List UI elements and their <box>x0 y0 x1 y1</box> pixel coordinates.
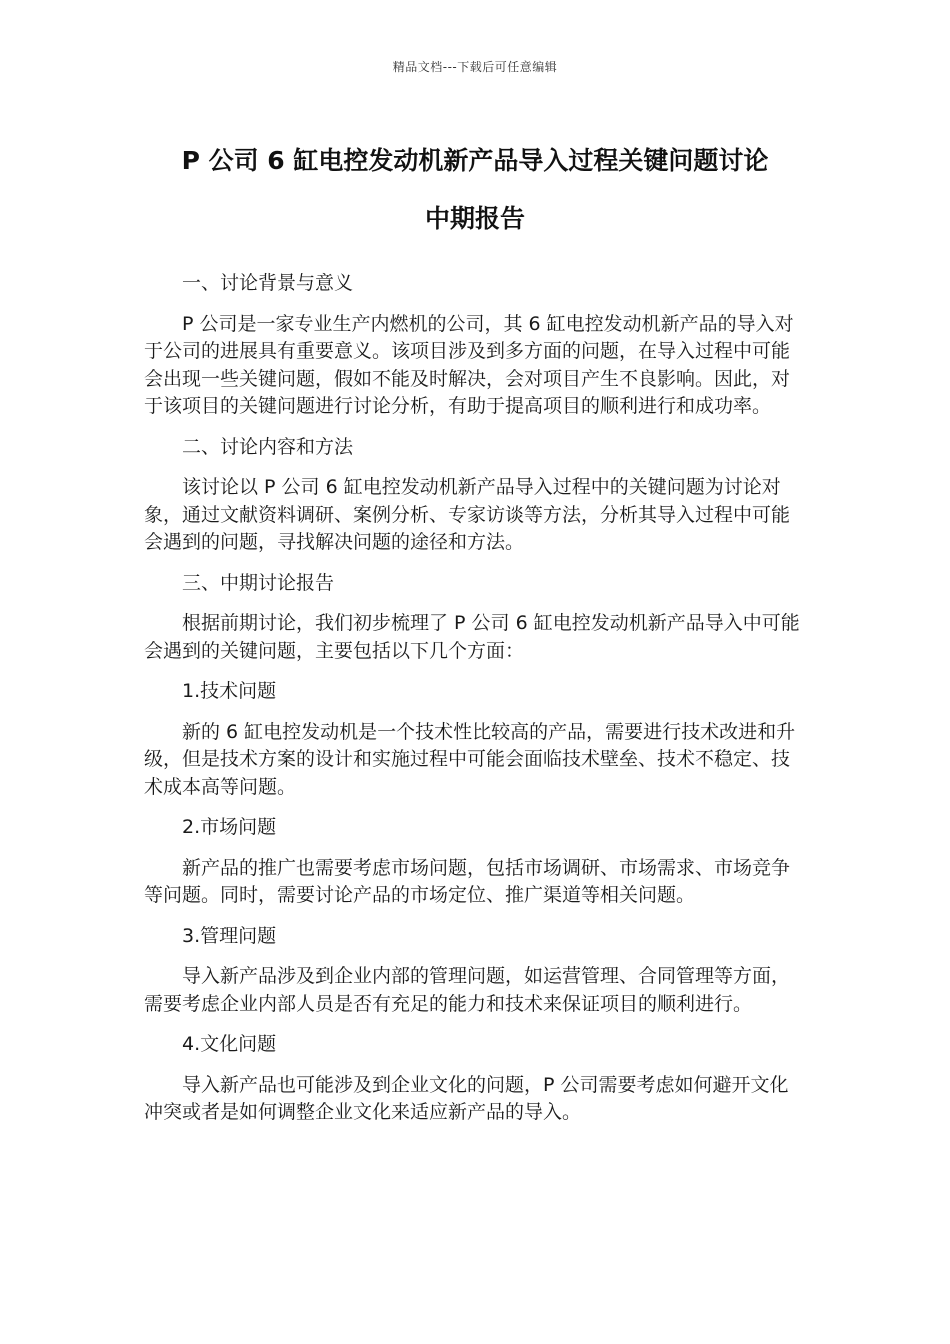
section-heading: 二、讨论内容和方法 <box>182 435 354 458</box>
subsection-heading: 1.技术问题 <box>182 680 277 702</box>
paragraph: 新的 6 缸电控发动机是一个技术性比较高的产品，需要进行技术改进和升级，但是技术方案的设计和实施过程中可能会面临技术壁垒、技术不稳定、技术成本高等问题。 <box>144 720 796 798</box>
paragraph: 该讨论以 P 公司 6 缸电控发动机新产品导入过程中的关键问题为讨论对象，通过文献资料调研、案例分析、专家访谈等方法，分析其导入过程中可能会遇到的问题，寻找解决问题的途径和方法。 <box>144 476 791 553</box>
title-line-2: 中期报告 <box>424 204 525 233</box>
page-title <box>120 132 830 248</box>
paragraph: 根据前期讨论，我们初步梳理了 P 公司 6 缸电控发动机新产品导入中可能会遇到的关键问题，主要包括以下几个方面： <box>144 612 800 662</box>
header-note: 精品文档---下载后可任意编辑 <box>392 60 558 74</box>
document-body <box>144 270 800 1140</box>
section-heading: 一、讨论背景与意义 <box>182 272 354 294</box>
subsection-heading: 2.市场问题 <box>182 816 277 838</box>
title-line-1: P 公司 6 缸电控发动机新产品导入过程关键问题讨论 <box>181 146 769 175</box>
paragraph: 导入新产品也可能涉及到企业文化的问题，P 公司需要考虑如何避开文化冲突或者是如何调整企业文化来适应新产品的导入。 <box>144 1073 789 1123</box>
subsection-heading: 4.文化问题 <box>182 1033 277 1055</box>
paragraph: P 公司是一家专业生产内燃机的公司，其 6 缸电控发动机新产品的导入对于公司的进展具有重要意义。该项目涉及到多方面的问题，在导入过程中可能会出现一些关键问题，假如不能及时解决，会对项目产生不良影响。因此，对于该项目的关键问题进行讨论分析，有助于提高项目的顺利进行和成功率。 <box>144 312 794 417</box>
paragraph: 导入新产品涉及到企业内部的管理问题，如运营管理、合同管理等方面，需要考虑企业内部人员是否有充足的能力和技术来保证项目的顺利进行。 <box>144 965 791 1015</box>
subsection-heading: 3.管理问题 <box>182 924 277 947</box>
paragraph: 新产品的推广也需要考虑市场问题，包括市场调研、市场需求、市场竞争等问题。同时，需要讨论产品的市场定位、推广渠道等相关问题。 <box>144 856 791 906</box>
section-heading: 三、中期讨论报告 <box>182 571 335 594</box>
